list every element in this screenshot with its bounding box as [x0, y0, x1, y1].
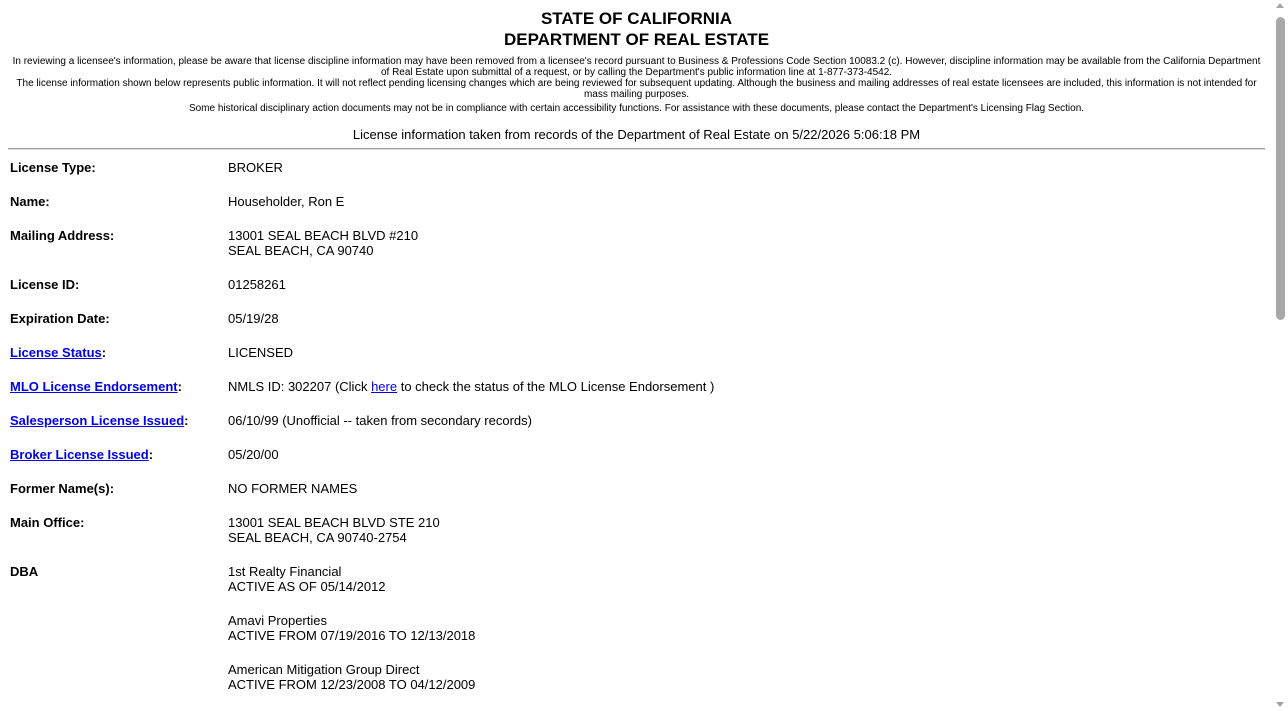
dba-entry-status: ACTIVE FROM 12/23/2008 TO 04/12/2009 — [228, 677, 476, 692]
dba-list — [228, 564, 1265, 711]
broker-issued-label — [8, 447, 228, 462]
license-id-label: License ID: — [10, 277, 80, 292]
row-mailing-address — [8, 228, 1265, 258]
dba-entry-status: ACTIVE FROM 07/19/2016 TO 12/13/2018 — [228, 628, 476, 643]
broker-issued-value: 05/20/00 — [228, 447, 279, 462]
salesperson-issued-colon: : — [184, 413, 189, 428]
accessibility-notice: Some historical disciplinary action documents may not be in compliance with certain accessibility functions. For assistance with these documents, please contact the Department's Licensing Flag Section. — [188, 103, 1085, 114]
scroll-down-arrow-icon[interactable] — [1276, 702, 1284, 707]
scroll-up-arrow-icon[interactable] — [1276, 3, 1284, 8]
main-office-line2: SEAL BEACH, CA 90740-2754 — [228, 530, 407, 545]
row-dba — [8, 564, 1265, 711]
dba-entry-name: American Mitigation Group Direct — [228, 662, 420, 677]
license-status-link[interactable]: License Status — [10, 345, 102, 360]
mlo-status-here-link[interactable]: here — [371, 379, 398, 394]
row-former-names — [8, 481, 1265, 496]
mlo-endorsement-link[interactable]: MLO License Endorsement — [10, 379, 178, 394]
license-type-label: License Type: — [10, 160, 96, 175]
expiration-date-label: Expiration Date: — [10, 311, 110, 326]
license-status-value: LICENSED — [228, 345, 294, 360]
broker-issued-link[interactable]: Broker License Issued — [10, 447, 149, 462]
row-license-id — [8, 277, 1265, 292]
scrollbar-thumb[interactable] — [1276, 17, 1285, 320]
license-status-colon: : — [101, 345, 107, 360]
former-names-label: Former Name(s): — [10, 481, 115, 496]
mailing-address-line1: 13001 SEAL BEACH BLVD #210 — [228, 228, 419, 243]
page-title-state: STATE OF CALIFORNIA — [540, 9, 733, 28]
salesperson-issued-label — [8, 413, 228, 428]
license-status-label — [8, 345, 228, 360]
mailing-address-label: Mailing Address: — [10, 228, 115, 243]
row-broker-issued — [8, 447, 1265, 462]
main-office-label: Main Office: — [10, 515, 85, 530]
dba-entry — [228, 564, 1265, 594]
dba-entry-name: Amavi Properties — [228, 613, 327, 628]
mlo-status-suffix: to check the status of the MLO License Endorsement ) — [397, 379, 715, 394]
mlo-endorsement-label — [8, 379, 228, 394]
nmls-id-text: NMLS ID: 302207 (Click — [228, 379, 372, 394]
row-license-status — [8, 345, 1265, 360]
license-details-table — [8, 160, 1265, 711]
row-mlo-endorsement — [8, 379, 1265, 394]
dba-entry — [228, 662, 1265, 692]
mlo-endorsement-colon: : — [177, 379, 182, 394]
page-title-department: DEPARTMENT OF REAL ESTATE — [503, 30, 770, 49]
dba-label: DBA — [10, 564, 39, 579]
row-name — [8, 194, 1265, 209]
salesperson-issued-value: 06/10/99 (Unofficial -- taken from secondary records) — [228, 413, 532, 428]
name-value: Householder, Ron E — [228, 194, 345, 209]
row-main-office — [8, 515, 1265, 545]
license-type-value: BROKER — [228, 160, 283, 175]
main-office-line1: 13001 SEAL BEACH BLVD STE 210 — [228, 515, 440, 530]
mlo-endorsement-value — [228, 379, 1265, 394]
mailing-address-line2: SEAL BEACH, CA 90740 — [228, 243, 374, 258]
license-id-value: 01258261 — [228, 277, 286, 292]
broker-issued-colon: : — [148, 447, 154, 462]
row-expiration-date — [8, 311, 1265, 326]
former-names-value: NO FORMER NAMES — [228, 481, 358, 496]
license-lookup-page — [8, 0, 1265, 711]
dba-entry — [228, 613, 1265, 643]
main-office-value — [228, 515, 1265, 545]
row-salesperson-issued — [8, 413, 1265, 428]
row-license-type — [8, 160, 1265, 175]
dba-entry-name: 1st Realty Financial — [228, 564, 342, 579]
name-label: Name: — [10, 194, 50, 209]
mailing-address-value — [228, 228, 1265, 258]
expiration-date-value: 05/19/28 — [228, 311, 279, 326]
salesperson-issued-link[interactable]: Salesperson License Issued — [10, 413, 185, 428]
dba-entry-status: ACTIVE AS OF 05/14/2012 — [228, 579, 386, 594]
header-divider — [8, 148, 1265, 150]
public-info-notice: The license information shown below represents public information. It will not reflect pending licensing changes which are being reviewed for subsequent updating. Although the business and mailing addresses of real estate licensees are included, this information is not intended for mass mailing purposes. — [16, 78, 1257, 100]
records-timestamp-note: License information taken from records of the Department of Real Estate on 5/22/2026 5:06:18 PM — [352, 127, 921, 142]
vertical-scrollbar[interactable] — [1273, 0, 1288, 711]
discipline-notice: In reviewing a licensee's information, please be aware that license discipline information may have been removed from a licensee's record pursuant to Business & Professions Code Section 10083.2 (c). However, discipline information may be available from the California Department of Real Estate upon submittal of a request, or by calling the Department's public information line at 1-877-373-4542. — [12, 56, 1261, 78]
